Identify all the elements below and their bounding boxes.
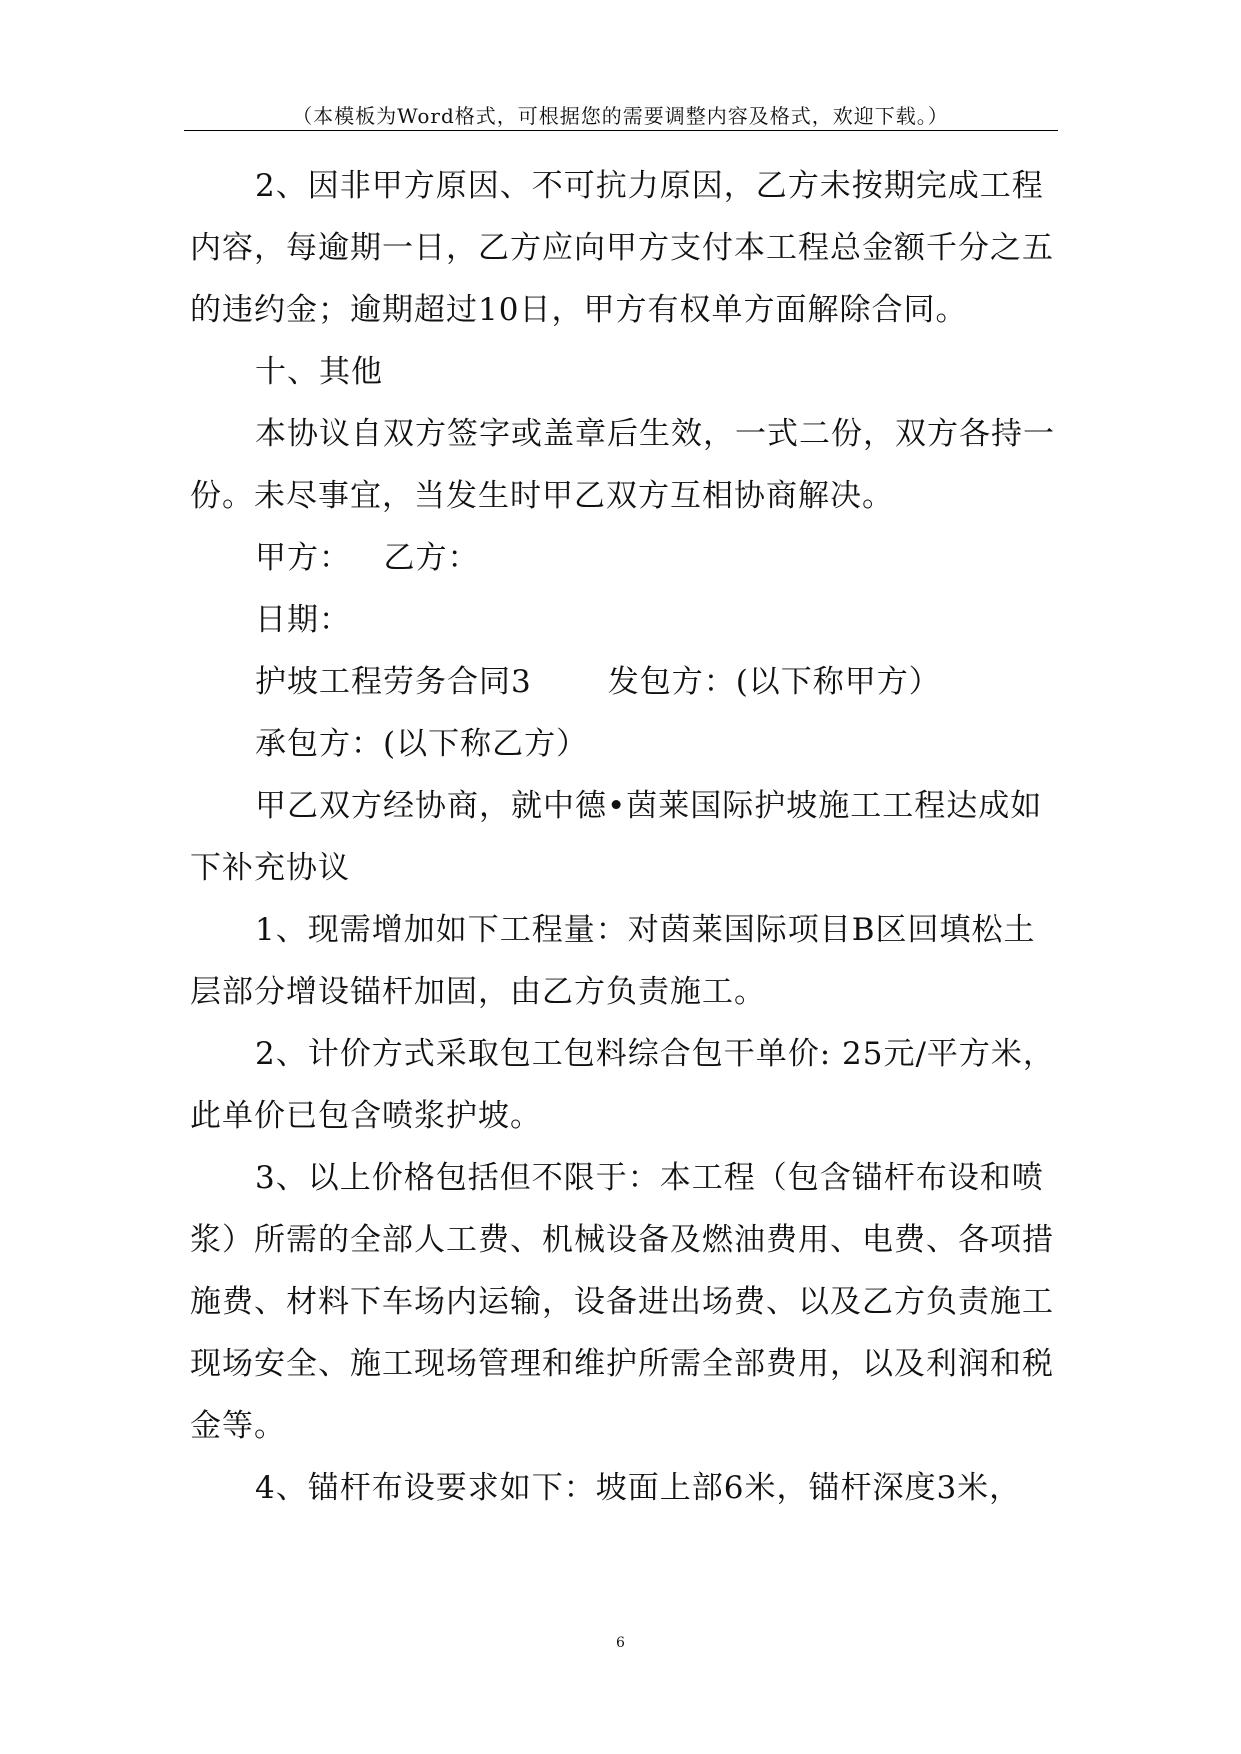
document-body xyxy=(190,155,1060,1519)
paragraph-clause-4: 4、锚杆布设要求如下：坡面上部6米，锚杆深度3米， xyxy=(255,1470,1022,1506)
page-number: 6 xyxy=(616,1635,625,1651)
contract-title-line: 护坡工程劳务合同3 发包方：(以下称甲方） xyxy=(255,664,941,700)
paragraph-clause-2: 2、计价方式采取包工包料综合包干单价: 25元/平方米，此单价已包含喷浆护坡。 xyxy=(190,1036,1055,1134)
section-heading-other: 十、其他 xyxy=(255,354,383,390)
paragraph-clause-3: 3、以上价格包括但不限于：本工程（包含锚杆布设和喷浆）所需的全部人工费、机械设备及燃油费用、电费、各项措施费、材料下车场内运输，设备进出场费、以及乙方负责施工现场安全、施工现场管理和维护所需全部费用，以及利润和税金等。 xyxy=(190,1160,1054,1444)
signature-parties: 甲方： 乙方： xyxy=(255,540,480,576)
paragraph-penalty-clause: 2、因非甲方原因、不可抗力原因，乙方未按期完成工程内容，每逾期一日，乙方应向甲方支付本工程总金额千分之五的违约金；逾期超过10日，甲方有权单方面解除合同。 xyxy=(190,168,1054,328)
paragraph-agreement-intro: 甲乙双方经协商，就中德•茵莱国际护坡施工工程达成如下补充协议 xyxy=(190,788,1043,886)
paragraph-effectiveness: 本协议自双方签字或盖章后生效，一式二份，双方各持一份。未尽事宜，当发生时甲乙双方互相协商解决。 xyxy=(190,416,1055,514)
template-header-note: （本模板为Word格式，可根据您的需要调整内容及格式，欢迎下载。） xyxy=(292,104,949,128)
header-divider xyxy=(184,130,1058,131)
contractor-line: 承包方：(以下称乙方） xyxy=(255,726,589,762)
paragraph-clause-1: 1、现需增加如下工程量：对茵莱国际项目B区回填松土层部分增设锚杆加固，由乙方负责施工。 xyxy=(190,912,1036,1010)
signature-date: 日期： xyxy=(255,602,351,638)
